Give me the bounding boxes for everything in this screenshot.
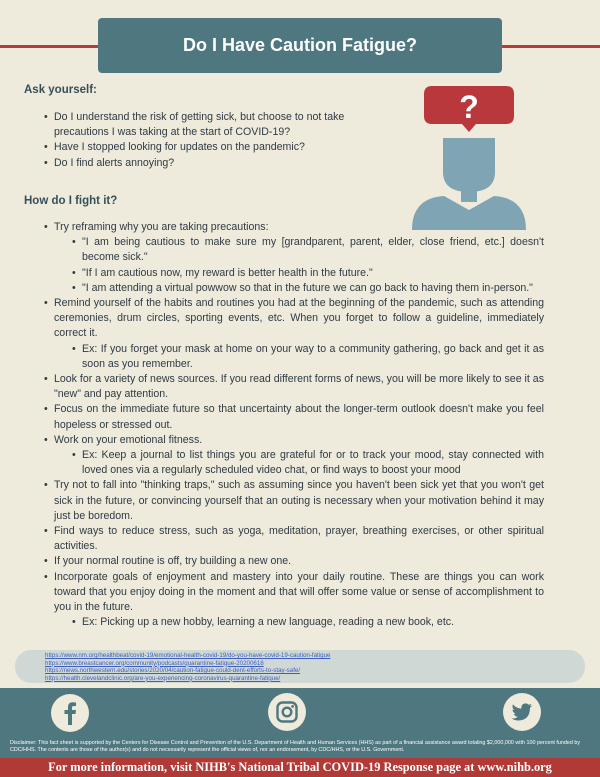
fight-item <box>44 524 544 554</box>
fight-subitem: • "I am being cautious to make sure my [grandparent, parent, elder, close friend, etc.] doesn't become sick." <box>72 235 544 265</box>
fight-item <box>44 554 544 569</box>
fight-item <box>44 220 544 296</box>
fight-sublist <box>72 235 544 296</box>
ask-item: • Have I stopped looking for updates on the pandemic? <box>44 140 366 155</box>
fight-item <box>44 433 544 479</box>
fight-item <box>44 402 544 432</box>
ask-item: • Do I understand the risk of getting sick, but choose to not take precautions I was taking at the start of COVID-19? <box>44 110 366 140</box>
page-title: Do I Have Caution Fatigue? <box>182 35 418 55</box>
facebook-icon[interactable] <box>51 694 89 732</box>
fight-item-text: Focus on the immediate future so that uncertainty about the longer-term outlook doesn't make you feel hopeless or stressed out. <box>54 403 544 431</box>
fight-subitem: • Ex: If you forget your mask at home on your way to a community gathering, go back and get it as soon as you remember. <box>72 342 544 372</box>
fight-sublist <box>72 615 544 630</box>
title-rule-right <box>500 45 600 48</box>
svg-text:?: ? <box>459 89 479 125</box>
fight-item-text: Look for a variety of news sources. If you read different forms of news, you will be more likely to see it as "new" and pay attention. <box>54 373 544 401</box>
ask-heading: Ask yourself: <box>24 84 97 96</box>
title-banner <box>98 18 502 73</box>
fight-sublist <box>72 448 544 478</box>
fight-item-text: If your normal routine is off, try building a new one. <box>54 555 292 568</box>
disclaimer: Disclaimer: This fact sheet is supported by the Centers for Disease Control and Prevention of the U.S. Department of Health and Human Services (HHS) as part of a financial assistance award totaling $2,000,000 with 100 percent funded by CDC/HHS. The contents are those of the author(s) and do not necessarily represent the official views of, nor an endorsement, by CDC/HHS, or the U.S. Government. <box>10 740 581 753</box>
fight-sublist <box>72 342 544 372</box>
fight-list <box>44 220 544 630</box>
fight-item <box>44 372 544 402</box>
fight-subitem: • "I am attending a virtual powwow so that in the future we can go back to having them in-person." <box>72 281 544 296</box>
ask-list <box>44 110 366 171</box>
title-rule-left <box>0 45 100 48</box>
fight-item <box>44 570 544 631</box>
instagram-icon[interactable] <box>268 693 306 731</box>
fight-item-text: Remind yourself of the habits and routines you had at the beginning of the pandemic, such as attending ceremonies, drum circles, sporting events, etc. When you forget to follow a guideline, immediately correct it. <box>54 297 544 340</box>
fight-item <box>44 478 544 524</box>
source-link[interactable]: https://health.clevelandclinic.org/are-you-experiencing-coronavirus-quarantine-fatigue/ <box>45 674 281 682</box>
fight-item-text: Try not to fall into "thinking traps," such as assuming since you haven't been sick yet that you won't get sick in the future, or convincing yourself that an outing is necessary when your motivation behind it may just be boredom. <box>54 479 544 522</box>
fight-item <box>44 296 544 372</box>
fight-item-text: Try reframing why you are taking precautions: <box>54 221 269 233</box>
fight-subitem: • Ex: Picking up a new hobby, learning a new language, reading a new book, etc. <box>72 615 544 630</box>
fight-item-text: Work on your emotional fitness. <box>54 433 203 446</box>
fight-item-text: Find ways to reduce stress, such as yoga, meditation, prayer, breathing exercises, or other spiritual activities. <box>54 525 544 553</box>
source-link[interactable]: https://www.breastcancer.org/community/podcasts/quarantine-fatigue-20200618 <box>45 659 264 667</box>
ask-item: • Do I find alerts annoying? <box>44 156 366 171</box>
twitter-icon[interactable] <box>503 693 541 731</box>
fight-subitem: • Ex: Keep a journal to list things you are grateful for or to track your mood, stay connected with loved ones via a regularly scheduled video chat, or find ways to boost your mood <box>72 448 544 478</box>
fight-item-text: Incorporate goals of enjoyment and mastery into your daily routine. These are things you can work toward that you enjoy doing in the moment and that will offer some value or sense of accomplishment to you in the future. <box>54 570 544 614</box>
person-question-icon <box>410 80 528 230</box>
fight-heading: How do I fight it? <box>24 195 118 207</box>
source-link[interactable]: https://www.nm.org/healthbeat/covid-19/emotional-health-covid-19/do-you-have-covid-19-caution-fatigue <box>45 652 331 659</box>
footer-info-bar[interactable]: For more information, visit NIHB's National Tribal COVID-19 Response page at www.nihb.org <box>0 758 600 777</box>
source-link[interactable]: https://news.northwestern.edu/stories/2020/04/caution-fatigue-could-dent-efforts-to-stay-safe/ <box>45 667 301 675</box>
fight-subitem: • "If I am cautious now, my reward is better health in the future." <box>72 266 544 281</box>
sources-box <box>15 650 585 683</box>
